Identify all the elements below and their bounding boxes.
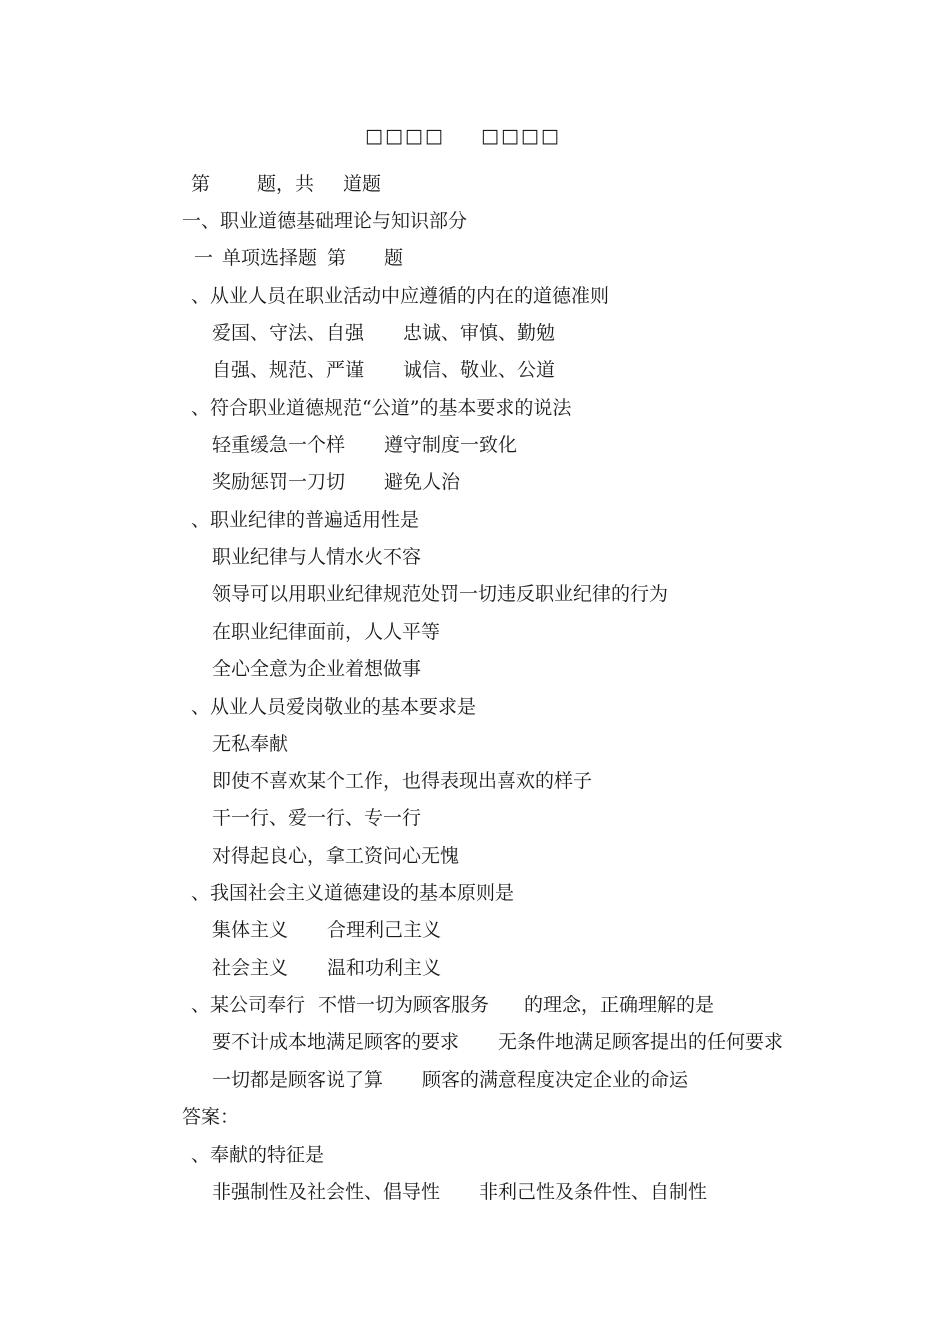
- option-text: 温和功利主义: [327, 957, 442, 979]
- option-text: 一切都是顾客说了算: [212, 1069, 384, 1091]
- option-text: 要不计成本地满足顾客的要求: [212, 1031, 460, 1053]
- question-stem: 、我国社会主义道德建设的基本原则是: [191, 882, 515, 904]
- option-text: 爱国、守法、自强: [212, 322, 365, 344]
- option-text: 社会主义: [212, 957, 289, 979]
- title-left: □□□□: [365, 125, 445, 147]
- option-text: 即使不喜欢某个工作，也得表现出喜欢的样子: [212, 770, 593, 792]
- question-count-suffix: 道题: [343, 173, 382, 195]
- question-count-prefix: 第: [191, 173, 211, 195]
- question-stem: 、某公司奉行: [191, 994, 306, 1016]
- question-stem: 、符合职业道德规范“公道”的基本要求的说法: [191, 397, 572, 419]
- option-text: 集体主义: [212, 919, 289, 941]
- option-text: 全心全意为企业着想做事: [212, 658, 422, 680]
- option-text: 领导可以用职业纪律规范处罚一切违反职业纪律的行为: [212, 583, 669, 605]
- option-text: 无条件地满足顾客提出的任何要求: [498, 1031, 784, 1053]
- option-text: 轻重缓急一个样: [212, 434, 346, 456]
- subsection-number: 一: [194, 247, 214, 269]
- subsection-di: 第: [327, 247, 347, 269]
- option-text: 职业纪律与人情水火不容: [212, 546, 422, 568]
- question-stem-quote: 不惜一切为顾客服务: [318, 994, 490, 1016]
- option-text: 在职业纪律面前，人人平等: [212, 621, 441, 643]
- option-text: 自强、规范、严谨: [212, 359, 365, 381]
- option-text: 避免人治: [384, 471, 461, 493]
- question-stem-end: 的理念，正确理解的是: [524, 994, 715, 1016]
- option-text: 合理利己主义: [327, 919, 442, 941]
- subsection-ti: 题: [384, 247, 404, 269]
- question-stem: 、奉献的特征是: [191, 1144, 325, 1166]
- title-right: □□□□: [481, 125, 561, 147]
- option-text: 非利己性及条件性、自制性: [479, 1181, 708, 1203]
- question-stem: 、从业人员爱岗敬业的基本要求是: [191, 696, 477, 718]
- option-text: 遵守制度一致化: [384, 434, 518, 456]
- option-text: 忠诚、审慎、勤勉: [403, 322, 556, 344]
- question-count-mid: 题，共: [257, 173, 315, 195]
- question-stem: 、从业人员在职业活动中应遵循的内在的道德准则: [191, 285, 610, 307]
- option-text: 无私奉献: [212, 733, 289, 755]
- option-text: 对得起良心，拿工资问心无愧: [212, 845, 460, 867]
- option-text: 奖励惩罚一刀切: [212, 471, 346, 493]
- option-text: 干一行、爱一行、专一行: [212, 807, 422, 829]
- option-text: 诚信、敬业、公道: [403, 359, 556, 381]
- subsection-title: 单项选择题: [222, 247, 318, 269]
- question-stem: 、职业纪律的普遍适用性是: [191, 509, 420, 531]
- answer-label: 答案：: [182, 1106, 240, 1128]
- option-text: 顾客的满意程度决定企业的命运: [422, 1069, 689, 1091]
- section-heading: 一、职业道德基础理论与知识部分: [182, 210, 468, 232]
- option-text: 非强制性及社会性、倡导性: [212, 1181, 441, 1203]
